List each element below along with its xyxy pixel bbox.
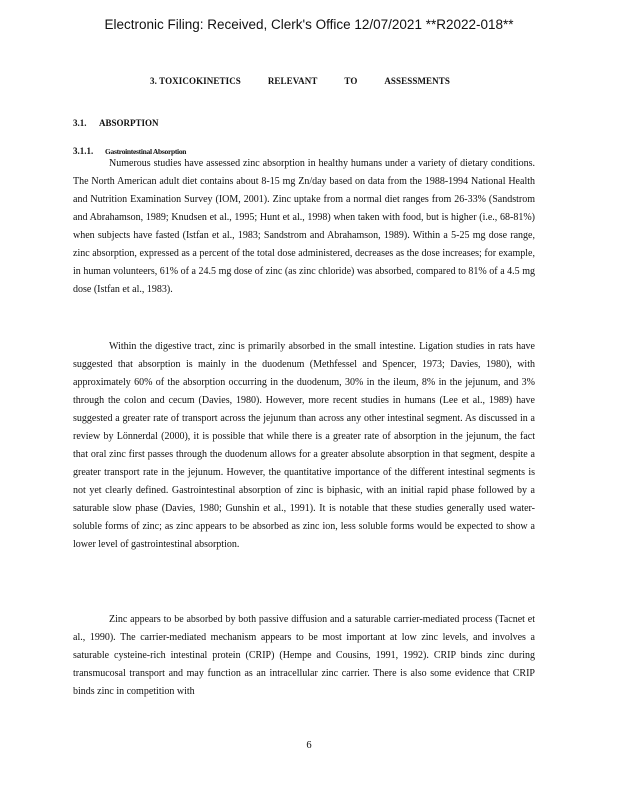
section-title-part: TO: [344, 76, 358, 86]
subsection-number: 3.1.: [73, 118, 87, 128]
section-title-part: 3. TOXICOKINETICS: [150, 76, 241, 86]
body-paragraph-1: Numerous studies have assessed zinc absorption in healthy humans under a variety of dietary conditions. The North American adult diet contains about 8-15 mg Zn/day based on data from the 1988-1994 National Health and Nutrition Examination Survey (IOM, 2001). Zinc uptake from a normal diet ranges from 26-33% (Sandstrom and Abrahamson, 1989; Knudsen et al., 1995; Hunt et al., 1998) when taken with food, but is higher (i.e., 68-81%) when subjects have fasted (Istfan et al., 1983; Sandstrom and Abrahamson, 1989). Within a 5-25 mg dose range, zinc absorption, expressed as a percent of the total dose administered, decreases as the dose increases; for example, in human volunteers, 61% of a 24.5 mg dose of zinc (as zinc chloride) was absorbed, compared to 81% of a 4.5 mg dose (Istfan et al., 1983).: [73, 158, 535, 295]
subsection-label: ABSORPTION: [99, 118, 159, 128]
subsection-heading-absorption: [73, 118, 159, 128]
page-number: 6: [306, 740, 312, 751]
subsection-label: Gastrointestinal Absorption: [105, 147, 187, 156]
body-paragraph-2: Within the digestive tract, zinc is primarily absorbed in the small intestine. Ligation studies in rats have suggested that absorption is mainly in the duodenum (Methfessel and Spencer, 1973; Davies, 1980), with approximately 60% of the absorption occurring in the duodenum, 30% in the ileum, 8% in the jejunum, and 3% through the colon and cecum (Davies, 1980). However, more recent studies in humans (Lee et al., 1989) have suggested a greater rate of transport across the jejunum than across any other intestinal segment. As discussed in a review by Lönnerdal (2000), it is possible that while there is a greater rate of absorption in the jejunum, the fact that oral zinc first passes through the duodenum allows for a greater absolute absorption in that segment, despite a greater transport rate in the jejunum. However, the quantitative importance of the different intestinal segments is not yet clearly defined. Gastrointestinal absorption of zinc is biphasic, with an initial rapid phase followed by a saturable slow phase (Davies, 1980; Gunshin et al., 1991). It is notable that these studies generally used water-soluble forms of zinc; as zinc appears to be absorbed as zinc ion, less soluble forms would be expected to show a lower level of gastrointestinal absorption.: [73, 341, 535, 550]
filing-header: Electronic Filing: Received, Clerk's Office 12/07/2021 **R2022-018**: [104, 17, 514, 32]
section-title: [150, 76, 450, 86]
section-title-part: ASSESSMENTS: [384, 76, 450, 86]
body-paragraph-3: Zinc appears to be absorbed by both passive diffusion and a saturable carrier-mediated process (Tacnet et al., 1990). The carrier-mediated mechanism appears to be most important at low zinc levels, and involves a saturable cysteine-rich intestinal protein (CRIP) (Hempe and Cousins, 1991, 1992). CRIP binds zinc during transmucosal transport and may function as an intracellular zinc carrier. There is also some evidence that CRIP binds zinc in competition with: [73, 614, 535, 697]
section-title-part: RELEVANT: [267, 76, 318, 86]
subsection-number: 3.1.1.: [73, 146, 94, 156]
